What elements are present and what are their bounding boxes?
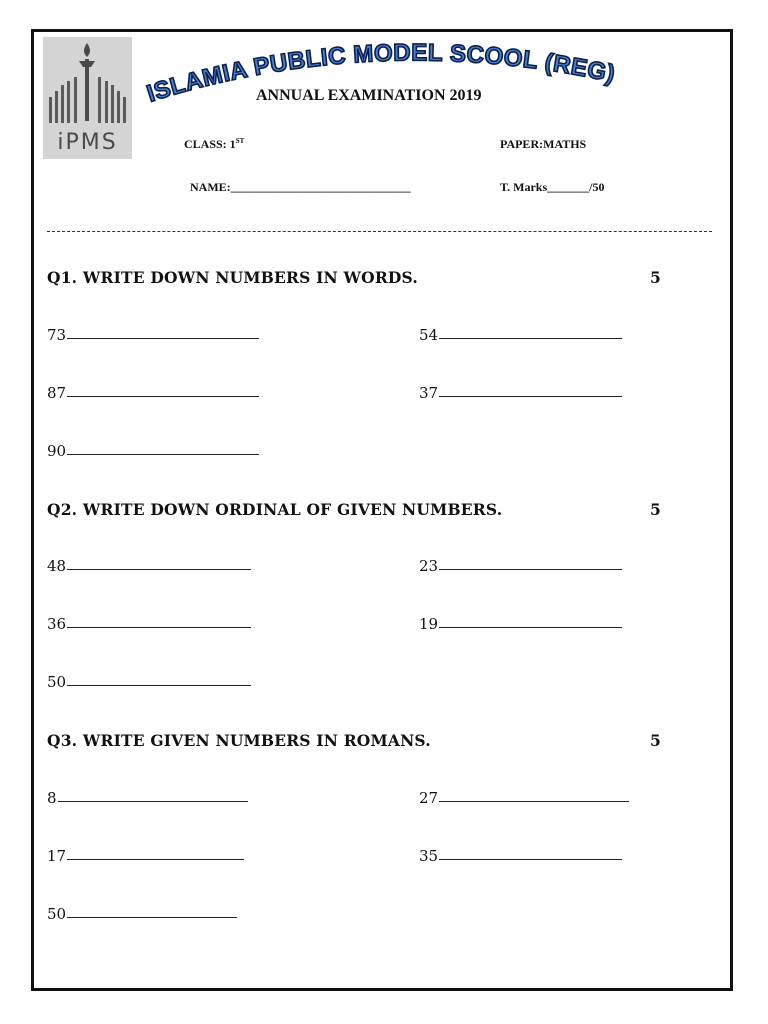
answer-item[interactable] [47, 789, 248, 807]
answer-line[interactable] [439, 627, 622, 628]
item-number: 50 [47, 905, 67, 923]
answer-item[interactable] [47, 847, 244, 865]
item-number: 87 [47, 384, 67, 402]
answer-line[interactable] [439, 801, 629, 802]
answer-line[interactable] [67, 917, 237, 918]
item-number: 50 [47, 673, 67, 691]
school-name-text: ISLAMIA PUBLIC MODEL SCOOL (REG) [143, 39, 618, 108]
item-number: 27 [419, 789, 439, 807]
answer-item[interactable] [419, 847, 622, 865]
total-marks-field[interactable]: T. Marks_______/50 [500, 180, 605, 194]
item-number: 23 [419, 557, 439, 575]
class-label [184, 137, 244, 152]
item-number: 48 [47, 557, 67, 575]
item-number: 8 [47, 789, 57, 807]
answer-line[interactable] [67, 569, 251, 570]
item-number: 17 [47, 847, 67, 865]
item-number: 37 [419, 384, 439, 402]
answer-line[interactable] [67, 396, 259, 397]
answer-item[interactable] [47, 673, 251, 691]
answer-line[interactable] [67, 685, 251, 686]
answer-item[interactable] [47, 557, 251, 575]
answer-line[interactable] [439, 859, 622, 860]
class-suffix: ST [235, 137, 245, 145]
answer-item[interactable] [47, 442, 259, 460]
question-2-marks: 5 [650, 500, 661, 519]
answer-item[interactable] [419, 557, 622, 575]
answer-line[interactable] [439, 338, 622, 339]
paper-label: PAPER:MATHS [500, 137, 587, 151]
answer-line[interactable] [439, 396, 622, 397]
name-field[interactable]: NAME:______________________________ [190, 180, 411, 194]
school-logo [43, 37, 132, 159]
question-1-marks: 5 [650, 268, 661, 287]
item-number: 19 [419, 615, 439, 633]
answer-line[interactable] [67, 338, 259, 339]
answer-item[interactable] [419, 789, 629, 807]
class-label-text: CLASS: 1 [184, 137, 236, 151]
section-divider [47, 231, 712, 232]
logo-text: iPMS [57, 130, 118, 155]
answer-item[interactable] [419, 326, 622, 344]
item-number: 35 [419, 847, 439, 865]
answer-item[interactable] [47, 905, 237, 923]
answer-item[interactable] [419, 615, 622, 633]
question-2-title: Q2. WRITE DOWN ORDINAL OF GIVEN NUMBERS. [47, 500, 503, 519]
item-number: 54 [419, 326, 439, 344]
answer-item[interactable] [47, 384, 259, 402]
item-number: 90 [47, 442, 67, 460]
exam-title: ANNUAL EXAMINATION 2019 [256, 87, 482, 104]
answer-line[interactable] [58, 801, 248, 802]
answer-line[interactable] [439, 569, 622, 570]
item-number: 73 [47, 326, 67, 344]
answer-item[interactable] [47, 615, 251, 633]
question-3-title: Q3. WRITE GIVEN NUMBERS IN ROMANS. [47, 731, 431, 750]
torch-icon [43, 37, 132, 132]
item-number: 36 [47, 615, 67, 633]
question-1-title: Q1. WRITE DOWN NUMBERS IN WORDS. [47, 268, 418, 287]
answer-item[interactable] [47, 326, 259, 344]
answer-line[interactable] [67, 454, 259, 455]
question-3-marks: 5 [650, 731, 661, 750]
answer-line[interactable] [67, 859, 244, 860]
answer-item[interactable] [419, 384, 622, 402]
answer-line[interactable] [67, 627, 251, 628]
